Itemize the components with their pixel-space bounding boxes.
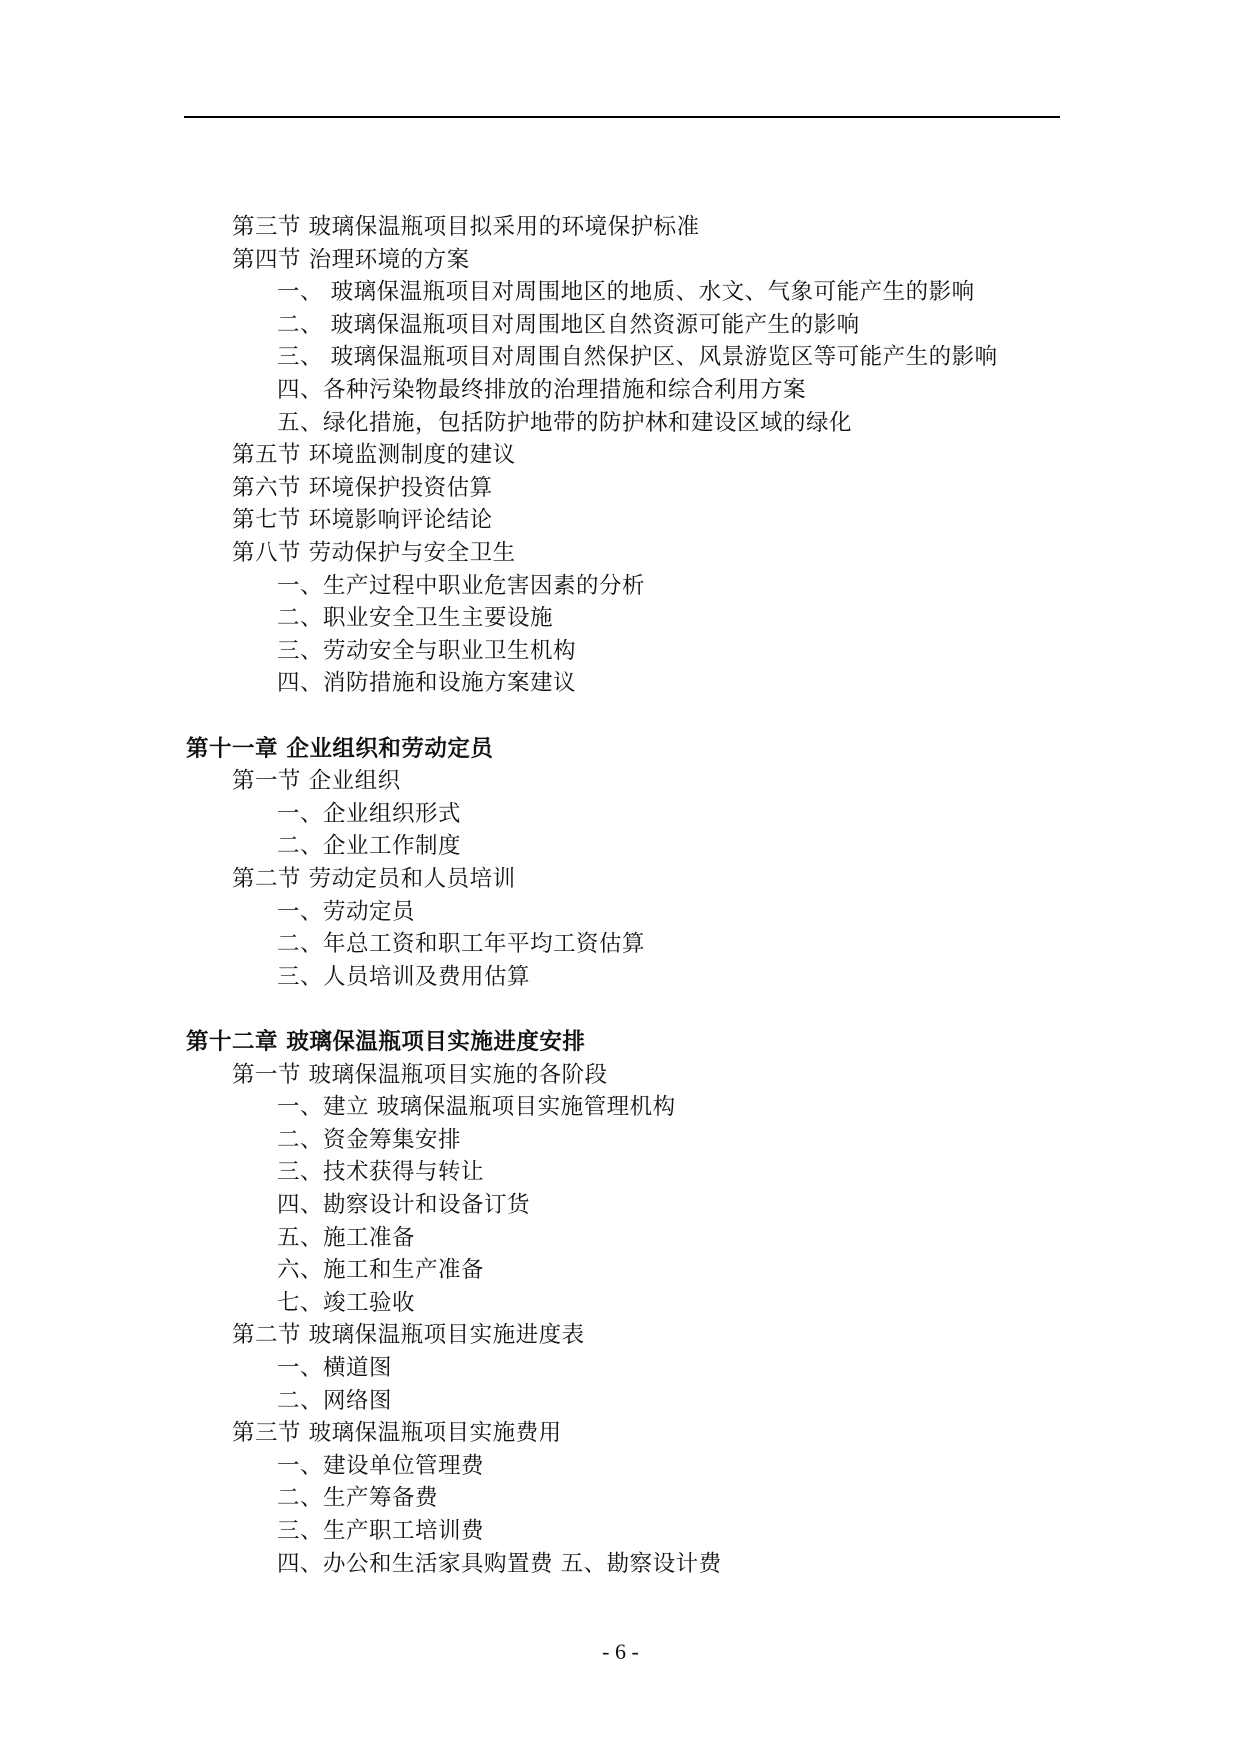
toc-chapter-line: 第十一章 企业组织和劳动定员 bbox=[186, 735, 494, 762]
toc-item-line: 一、建立 玻璃保温瓶项目实施管理机构 bbox=[277, 1094, 676, 1121]
toc-section-line: 第八节 劳动保护与安全卫生 bbox=[232, 540, 516, 566]
toc-item-line: 一、横道图 bbox=[277, 1355, 393, 1381]
toc-item-line: 二、年总工资和职工年平均工资估算 bbox=[277, 931, 646, 958]
header-rule bbox=[184, 116, 1060, 118]
toc-item-line: 一、建设单位管理费 bbox=[277, 1452, 485, 1479]
toc-item-line: 六、施工和生产准备 bbox=[277, 1257, 485, 1284]
toc-section-line: 第七节 环境影响评论结论 bbox=[232, 507, 493, 534]
toc-item-line: 三、技术获得与转让 bbox=[277, 1159, 485, 1186]
toc-item-line: 二、 玻璃保温瓶项目对周围地区自然资源可能产生的影响 bbox=[277, 311, 860, 338]
toc-item-line: 二、企业工作制度 bbox=[277, 833, 462, 860]
toc-section-line: 第五节 环境监测制度的建议 bbox=[232, 442, 516, 469]
toc-item-line: 二、生产筹备费 bbox=[277, 1485, 439, 1512]
toc-item-line: 四、办公和生活家具购置费 五、勘察设计费 bbox=[277, 1550, 722, 1577]
toc-item-line: 二、职业安全卫生主要设施 bbox=[277, 605, 554, 632]
toc-item-line: 二、网络图 bbox=[277, 1387, 393, 1414]
toc-section-line: 第三节 玻璃保温瓶项目实施费用 bbox=[232, 1420, 562, 1447]
toc-item-line: 五、施工准备 bbox=[277, 1224, 416, 1251]
page-number: - 6 - bbox=[602, 1639, 639, 1664]
toc-section-line: 第四节 治理环境的方案 bbox=[232, 246, 470, 273]
toc-item-line: 一、 玻璃保温瓶项目对周围地区的地质、水文、气象可能产生的影响 bbox=[277, 279, 975, 306]
toc-item-line: 七、竣工验收 bbox=[277, 1289, 416, 1316]
toc-item-line: 一、劳动定员 bbox=[277, 898, 416, 925]
toc-item-line: 五、绿化措施，包括防护地带的防护林和建设区域的绿化 bbox=[277, 409, 853, 436]
toc-item-line: 四、各种污染物最终排放的治理措施和综合利用方案 bbox=[277, 377, 807, 403]
toc-item-line: 三、生产职工培训费 bbox=[277, 1518, 485, 1544]
toc-item-line: 一、企业组织形式 bbox=[277, 800, 462, 827]
toc-item-line: 四、消防措施和设施方案建议 bbox=[277, 670, 577, 697]
toc-chapter-line: 第十二章 玻璃保温瓶项目实施进度安排 bbox=[186, 1029, 586, 1055]
toc-item-line: 一、生产过程中职业危害因素的分析 bbox=[277, 572, 646, 599]
toc-section-line: 第二节 玻璃保温瓶项目实施进度表 bbox=[232, 1322, 585, 1349]
toc-item-line: 四、勘察设计和设备订货 bbox=[277, 1192, 531, 1218]
toc-item-line: 二、资金筹集安排 bbox=[277, 1126, 462, 1153]
toc-section-line: 第三节 玻璃保温瓶项目拟采用的环境保护标准 bbox=[232, 214, 700, 240]
toc-item-line: 三、 玻璃保温瓶项目对周围自然保护区、风景游览区等可能产生的影响 bbox=[277, 344, 998, 371]
toc-section-line: 第一节 企业组织 bbox=[232, 768, 401, 795]
toc-item-line: 三、人员培训及费用估算 bbox=[277, 963, 531, 990]
toc-item-line: 三、劳动安全与职业卫生机构 bbox=[277, 637, 577, 664]
toc-section-line: 第一节 玻璃保温瓶项目实施的各阶段 bbox=[232, 1061, 608, 1088]
toc-section-line: 第二节 劳动定员和人员培训 bbox=[232, 866, 516, 892]
toc-section-line: 第六节 环境保护投资估算 bbox=[232, 474, 493, 501]
